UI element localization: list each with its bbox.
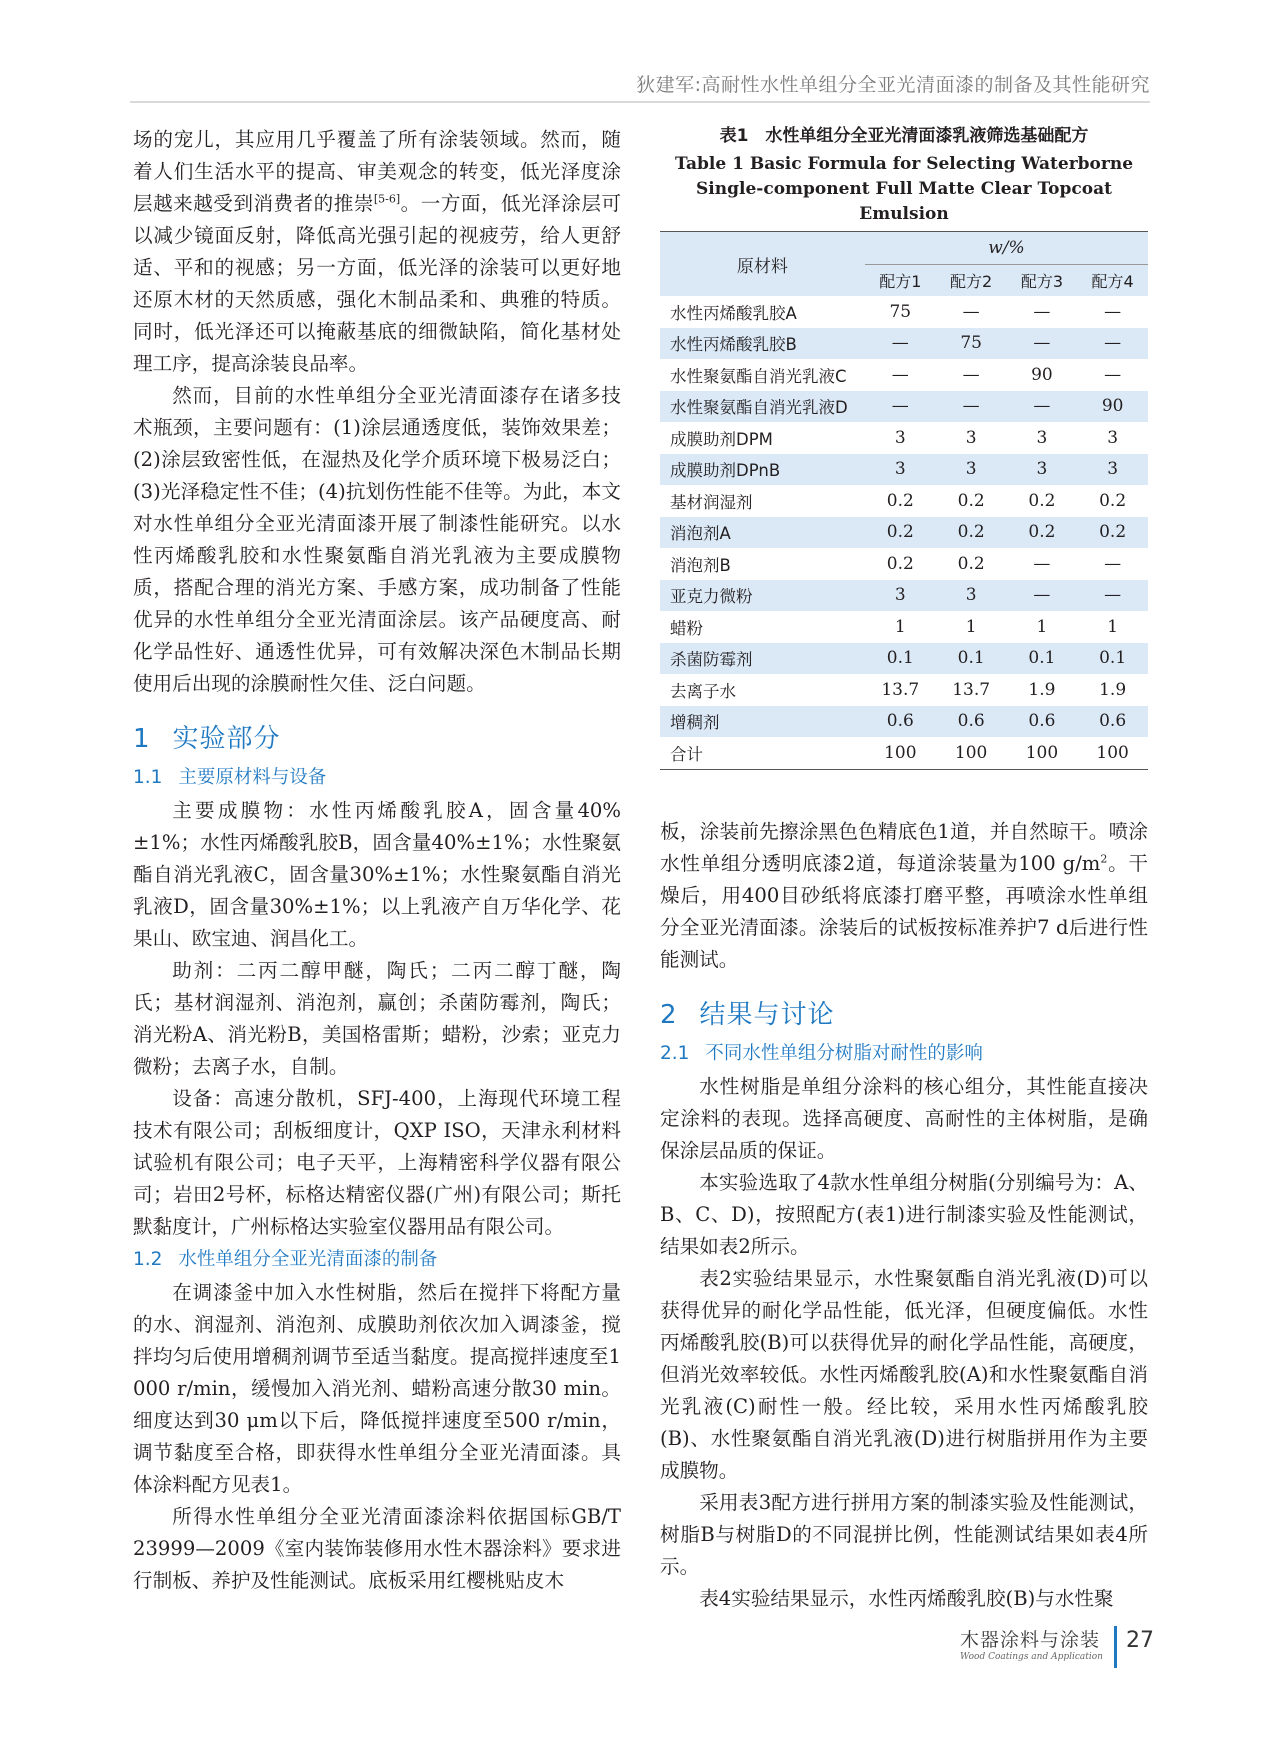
table-cell-value: 1.9: [1099, 679, 1127, 700]
table-cell-material: 成膜助剂DPM: [670, 429, 773, 449]
table-row: [660, 359, 1148, 391]
table-cell-value: —: [962, 364, 980, 385]
table1-header-unit: w/%: [865, 232, 1148, 265]
paragraph-testing: 所得水性单组分全亚光清面漆涂料依据国标GB/T 23999—2009《室内装饰装修用水性木器涂料》要求进行制板、养护及性能测试。底板采用红樱桃贴皮木: [133, 1505, 621, 1592]
table-row: [660, 706, 1148, 738]
table-row: [660, 296, 1148, 328]
table-cell-value: —: [962, 301, 980, 322]
citation[interactable]: [5-6]: [373, 192, 401, 206]
paragraph-film-formers: 主要成膜物：水性丙烯酸乳胶A，固含量40%±1%；水性丙烯酸乳胶B，固含量40%±1%；水性聚氨酯自消光乳液C，固含量30%±1%；水性聚氨酯自消光乳液D，固含量30%±1%；以上乳液产自万华化学、花果山、欧宝迪、润昌化工。: [133, 799, 621, 950]
table-cell-value: 100: [1025, 742, 1059, 763]
table-cell-value: 3: [865, 454, 936, 486]
table-cell-value: 0.1: [1077, 643, 1148, 675]
paragraph-resin-core: 水性树脂是单组分涂料的核心组分，其性能直接决定涂料的表现。选择高硬度、高耐性的主体树脂，是确保涂层品质的保证。: [660, 1074, 1148, 1162]
table-cell-material: 水性聚氨酯自消光乳液C: [670, 366, 847, 386]
table-cell-value: 1: [1107, 616, 1119, 637]
table-cell-material: 成膜助剂DPnB: [660, 454, 865, 486]
paragraph-preparation: 在调漆釜中加入水性树脂，然后在搅拌下将配方量的水、润湿剂、消泡剂、成膜助剂依次加入调漆釜，搅拌均匀后使用增稠剂调节至适当黏度。提高搅拌速度至1 000 r/min，缓慢加入消光剂、蜡粉高速分散30 min。细度达到30 μm以下后，降低搅拌速度至500 r/min，调节黏度至合格，即获得水性单组分全亚光清面漆。具体涂料配方见表1。: [133, 1281, 621, 1496]
table1-title-cn: 表1 水性单组分全亚光清面漆乳液筛选基础配方: [719, 126, 1089, 146]
table-cell-material: 去离子水: [670, 681, 736, 701]
table-row: [660, 485, 1148, 517]
table-cell-value: 0.2: [936, 517, 1007, 549]
table-row: [660, 674, 1148, 706]
table1-header-formula: 配方2: [936, 264, 1007, 296]
table-cell-value: 3: [865, 580, 936, 612]
table-cell-value: 0.2: [886, 490, 914, 511]
table1-body: [660, 296, 1148, 769]
running-header: 狄建军:高耐性水性单组分全亚光清面漆的制备及其性能研究: [636, 74, 1150, 96]
table-cell-value: 0.2: [957, 553, 985, 574]
table1-title-en-1: Table 1 Basic Formula for Selecting Waterborne: [674, 154, 1134, 174]
table-cell-value: 0.2: [957, 490, 985, 511]
table-cell-value: 0.6: [936, 706, 1007, 738]
paragraph-table2-results: 表2实验结果显示，水性聚氨酯自消光乳液(D)可以获得优异的耐化学品性能，低光泽，但硬度偏低。水性丙烯酸乳胶(B)可以获得优异的耐化学品性能，高硬度，但消光效率较低。水性丙烯酸乳胶(A)和水性聚氨酯自消光乳液(C)耐性一般。经比较，采用水性丙烯酸乳胶(B)、水性聚氨酯自消光乳液(D)进行树脂拼用作为主要成膜物。: [660, 1266, 1148, 1482]
section-heading-2: 2 结果与讨论: [660, 999, 835, 1030]
table-cell-value: —: [1104, 301, 1122, 322]
paragraph-bottlenecks: 然而，目前的水性单组分全亚光清面漆存在诸多技术瓶颈，主要问题有：(1)涂层通透度低，装饰效果差；(2)涂层致密性低，在湿热及化学介质环境下极易泛白；(3)光泽稳定性不佳；(4)抗划伤性能不佳等。为此，本文对水性单组分全亚光清面漆开展了制漆性能研究。以水性丙烯酸乳胶和水性聚氨酯自消光乳液为主要成膜物质，搭配合理的消光方案、手感方案，成功制备了性能优异的水性单组分全亚光清面涂层。该产品硬度高、耐化学品性好、通透性优异，可有效解决深色木制品长期使用后出现的涂膜耐性欠佳、泛白问题。: [133, 384, 621, 695]
paragraph-equipment: 设备：高速分散机，SFJ-400，上海现代环境工程技术有限公司；刮板细度计，QXP ISO，天津永利材料试验机有限公司；电子天平，上海精密科学仪器有限公司；岩田2号杯，标格达精密仪器(广州)有限公司；斯托默黏度计，广州标格达实验室仪器用品有限公司。: [133, 1087, 621, 1238]
table-cell-material: 增稠剂: [660, 706, 865, 738]
paragraph-additives: 助剂：二丙二醇甲醚，陶氏；二丙二醇丁醚，陶氏；基材润湿剂、消泡剂，赢创；杀菌防霉剂，陶氏；消光粉A、消光粉B，美国格雷斯；蜡粉，沙索；亚克力微粉；去离子水，自制。: [133, 959, 621, 1078]
table-row: [660, 611, 1148, 643]
table-cell-value: 0.6: [1077, 706, 1148, 738]
table-row: [660, 737, 1148, 769]
table-cell-value: —: [1007, 328, 1078, 360]
footer-journal-subtitle: Wood Coatings and Application: [960, 1652, 1103, 1662]
table-cell-value: 0.1: [1007, 643, 1078, 675]
table-cell-material: 水性丙烯酸乳胶B: [660, 328, 865, 360]
table-cell-value: 13.7: [952, 679, 991, 700]
table-cell-material: 消泡剂B: [670, 555, 731, 575]
table-cell-value: 1: [894, 616, 906, 637]
table-cell-value: 75: [889, 301, 912, 322]
table-cell-value: 3: [936, 454, 1007, 486]
table-cell-value: 0.2: [1077, 517, 1148, 549]
section-heading-2-1: 2.1 不同水性单组分树脂对耐性的影响: [660, 1042, 983, 1064]
table-cell-value: —: [936, 391, 1007, 423]
table-cell-value: 1.9: [1028, 679, 1056, 700]
table-cell-value: 0.2: [1007, 517, 1078, 549]
table1-header-material: 原材料: [660, 232, 865, 297]
table-cell-value: —: [1007, 580, 1078, 612]
table-cell-value: 90: [1031, 364, 1053, 385]
table-cell-material: 杀菌防霉剂: [660, 643, 865, 675]
table-cell-value: 3: [894, 427, 906, 448]
table-cell-value: —: [1104, 553, 1122, 574]
table-cell-material: 合计: [670, 744, 703, 764]
table-row: [660, 422, 1148, 454]
table-cell-value: 100: [1096, 742, 1129, 763]
table-cell-value: —: [865, 328, 936, 360]
paragraph-coating-procedure: 板，涂装前先擦涂黑色色精底色1道，并自然晾干。喷涂水性单组分透明底漆2道，每道涂装量为100 $g/m^2$。干燥后，用400目砂纸将底漆打磨平整，再喷涂水性单组分全亚光清面漆。涂装后的试板按标准养护7 d后进行性能测试。: [660, 819, 1148, 971]
table-cell-material: 水性聚氨酯自消光乳液D: [660, 391, 865, 423]
section-heading-1-2: 1.2 水性单组分全亚光清面漆的制备: [133, 1249, 438, 1270]
table-cell-value: 3: [936, 580, 1007, 612]
table1-title-en-2: Single-component Full Matte Clear Topcoat Emulsion: [696, 179, 1112, 224]
table-cell-value: 0.6: [1007, 706, 1078, 738]
paragraph-resin-selection: 本实验选取了4款水性单组分树脂(分别编号为：A、B、C、D)，按照配方(表1)进行制漆实验及性能测试，结果如表2所示。: [660, 1170, 1148, 1258]
table-cell-material: 水性丙烯酸乳胶A: [670, 303, 797, 323]
table-row: [660, 328, 1148, 360]
table1-header-formula: 配方1: [865, 264, 936, 296]
footer-journal-title: 木器涂料与涂装: [960, 1629, 1101, 1651]
table-cell-value: —: [1033, 553, 1051, 574]
paragraph-table4-results: 表4实验结果显示，水性丙烯酸乳胶(B)与水性聚: [699, 1586, 1114, 1610]
table-cell-value: 0.1: [865, 643, 936, 675]
table-row: [660, 391, 1148, 423]
table-cell-value: —: [1007, 391, 1078, 423]
table-cell-value: —: [1077, 328, 1148, 360]
table-cell-value: 100: [954, 742, 988, 763]
table-cell-material: 基材润湿剂: [670, 492, 753, 512]
table-cell-value: —: [891, 364, 909, 385]
table-cell-material: 亚克力微粉: [660, 580, 865, 612]
right-column: [660, 124, 1148, 1615]
table-cell-value: 0.2: [1028, 490, 1056, 511]
table1-header-formula: 配方4: [1077, 264, 1148, 296]
page-number: 27: [1126, 1628, 1154, 1653]
table-cell-value: 3: [1077, 454, 1148, 486]
table-cell-value: 0.2: [865, 517, 936, 549]
table-cell-value: —: [1033, 301, 1051, 322]
table-cell-value: 3: [1107, 427, 1119, 448]
table1-header-formula: 配方3: [1007, 264, 1078, 296]
table-row: [660, 580, 1148, 612]
footer-accent-bar: [1114, 1626, 1117, 1668]
left-column: [133, 124, 621, 1597]
table-cell-value: 1: [965, 616, 977, 637]
table-row: [660, 454, 1148, 486]
table-cell-value: 0.2: [1099, 490, 1127, 511]
table-cell-value: 1: [1036, 616, 1048, 637]
table-cell-material: 蜡粉: [670, 618, 703, 638]
table-cell-value: —: [1077, 580, 1148, 612]
table-cell-value: —: [865, 391, 936, 423]
header-rule: [130, 101, 1150, 103]
table-cell-value: 90: [1077, 391, 1148, 423]
table-cell-value: 3: [1007, 454, 1078, 486]
table-row: [660, 643, 1148, 675]
table-cell-value: 0.2: [886, 553, 914, 574]
table-cell-material: 消泡剂A: [660, 517, 865, 549]
paragraph-intro: 场的宠儿，其应用几乎覆盖了所有涂装领域。然而，随着人们生活水平的提高、审美观念的转变，低光泽度涂层越来越受到消费者的推崇[5-6]。一方面，低光泽涂层可以减少镜面反射，降低高光强引起的视疲劳，给人更舒适、平和的视感；另一方面，低光泽的涂装可以更好地还原木材的天然质感，强化木制品柔和、典雅的特质。同时，低光泽还可以掩蔽基底的细微缺陷，简化基材处理工序，提高涂装良品率。: [133, 128, 622, 375]
table-row: [660, 548, 1148, 580]
table-cell-value: 75: [936, 328, 1007, 360]
table-cell-value: 0.1: [936, 643, 1007, 675]
table-cell-value: 3: [965, 427, 977, 448]
table-cell-value: 0.6: [865, 706, 936, 738]
table-cell-value: 100: [884, 742, 917, 763]
table-cell-value: 3: [1036, 427, 1048, 448]
section-heading-1-1: 1.1 主要原材料与设备: [133, 767, 327, 788]
table-cell-value: 13.7: [881, 679, 920, 700]
table-row: [660, 517, 1148, 549]
table-cell-value: —: [1104, 364, 1122, 385]
section-heading-1: 1 实验部分: [133, 724, 281, 754]
paragraph-blending: 采用表3配方进行拼用方案的制漆实验及性能测试，树脂B与树脂D的不同混拼比例，性能测试结果如表4所示。: [660, 1490, 1148, 1578]
table1: [660, 231, 1148, 770]
